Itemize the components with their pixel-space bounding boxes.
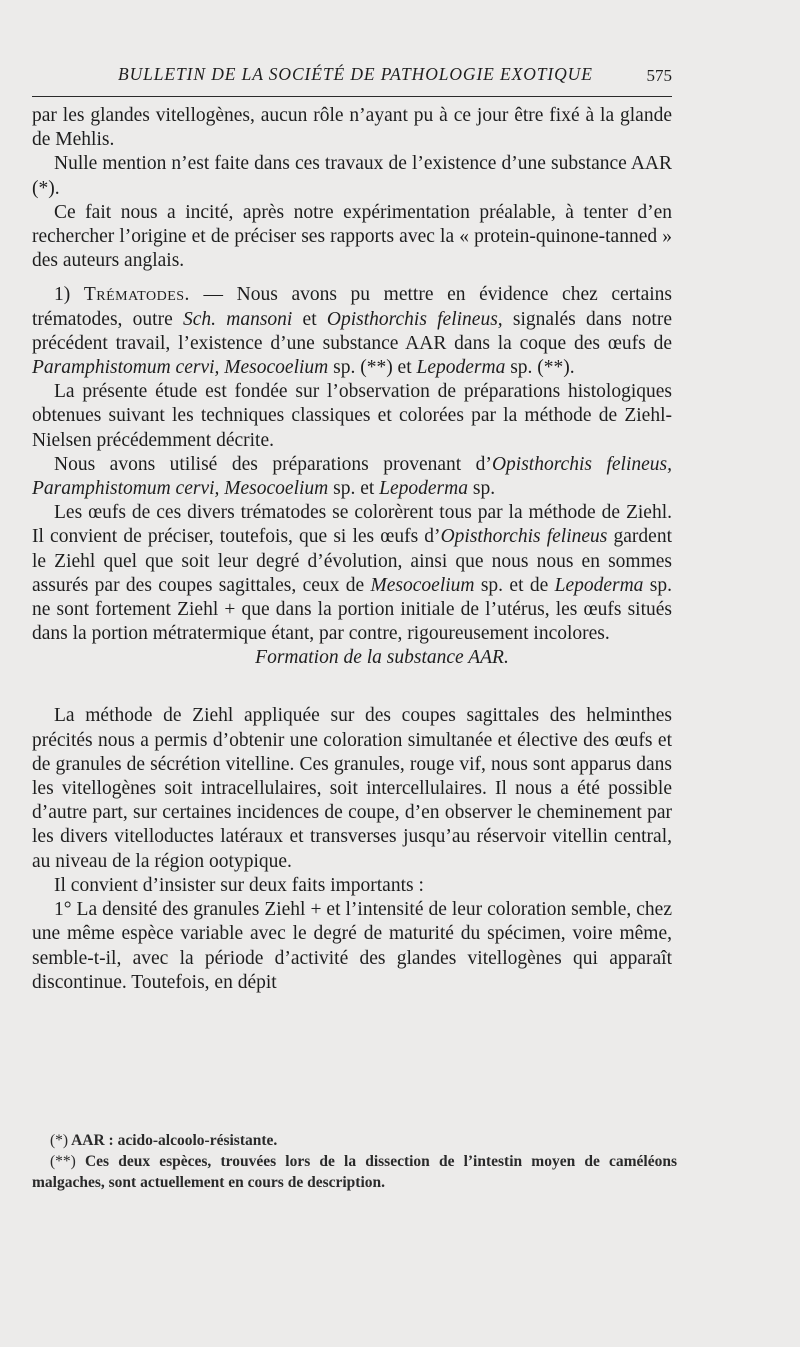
page-header: [32, 62, 672, 97]
page-number: 575: [646, 66, 672, 85]
species-name: Opisthorchis felineus: [440, 526, 608, 548]
species-name: Mesocoelium: [370, 574, 475, 596]
footnote-aar: (*) AAR : acido-alcoolo-résistante.: [50, 1132, 278, 1149]
paragraph-preparations: Nous avons utilisé des préparations provenant d’Opisthorchis felineus, Paramphistomum cervi, Mesocoelium sp. et Lepoderma sp.: [32, 453, 672, 500]
species-name: Lepoderma: [554, 574, 644, 596]
section-title-formation: Formation de la substance AAR.: [255, 647, 509, 669]
footnote-marker: (**): [50, 1153, 76, 1170]
footnote-marker: (*): [50, 1132, 69, 1149]
footnotes: [32, 1130, 677, 1193]
paragraph-ziehl-method: La méthode de Ziehl appliquée sur des coupes sagittales des helminthes précités nous a permis d’obtenir une coloration simultanée et élective des œufs et de granules de sécrétion vitelline. Ces granules, rouge vif, nous sont apparus dans les vitellogènes soit intracellulaires, soit intercellulaires. Il nous a été possible d’autre part, sur certaines incidences de coupe, d’en observer le cheminement par les divers vitelloductes latéraux et transverses jusqu’au réservoir vitellin central, au niveau de la région ootypique.: [32, 705, 672, 872]
running-title: BULLETIN DE LA SOCIÉTÉ DE PATHOLOGIE EXOTIQUE: [118, 64, 593, 84]
paragraph-motivation: Ce fait nous a incité, après notre expérimentation préalable, à tenter d’en rechercher l’origine et de préciser ses rapports avec la « protein-quinone-tanned » des auteurs anglais.: [32, 201, 672, 272]
paragraph-eggs: Les œufs de ces divers trématodes se colorèrent tous par la méthode de Ziehl. Il convient de préciser, toutefois, que si les œufs d’Opisthorchis felineus gardent le Ziehl quel que soit leur degré d’évolution, ainsi que nous nous en sommes assurés par des coupes sagittales, ceux de Mesocoelium sp. et de Lepoderma sp. ne sont fortement Ziehl + que dans la portion initiale de l’utérus, les œufs situés dans la portion métratermique étant, par contre, rigoureusement incolores.: [32, 502, 673, 645]
species-name: Paramphistomum cervi, Mesocoelium: [32, 357, 329, 379]
footnote-species: (**) Ces deux espèces, trouvées lors de la dissection de l’intestin moyen de caméléons malgaches, sont actuellement en cours de description.: [32, 1153, 677, 1191]
paragraph-fact-one: 1° La densité des granules Ziehl + et l’intensité de leur coloration semble, chez une même espèce variable avec le degré de maturité du spécimen, voire même, semble-t-il, avec la période d’activité des glandes vitellogènes qui apparaît discontinue. Toutefois, en dépit: [32, 899, 672, 993]
species-name: Lepoderma: [416, 357, 506, 379]
paragraph-two-facts: Il convient d’insister sur deux faits importants :: [54, 874, 424, 896]
paragraph-no-mention: Nulle mention n’est faite dans ces travaux de l’existence d’une substance AAR (*).: [32, 153, 672, 199]
section-gap: [32, 670, 672, 704]
paragraph-method: La présente étude est fondée sur l’observation de préparations histologiques obtenues suivant les techniques classiques et colorées par la méthode de Ziehl-Nielsen précédemment décrite.: [32, 381, 672, 451]
section-number: 1): [54, 284, 71, 306]
species-name: Opisthorchis felineus,: [326, 308, 503, 330]
species-name: Opisthorchis felineus, Paramphistomum cervi, Mesocoelium: [32, 453, 672, 500]
paragraph-continuation: par les glandes vitellogènes, aucun rôle n’ayant pu à ce jour être fixé à la glande de Mehlis.: [32, 105, 672, 151]
body-text: [32, 104, 672, 995]
species-name: Sch. mansoni: [182, 308, 293, 330]
section-heading-trematodes: Trématodes.: [83, 284, 190, 306]
paragraph-trematodes: 1) Trématodes. — Nous avons pu mettre en évidence chez certains trématodes, outre Sch. mansoni et Opisthorchis felineus, signalés dans notre précédent travail, l’existence d’une substance AAR dans la coque des œufs de Paramphistomum cervi, Mesocoelium sp. (**) et Lepoderma sp. (**).: [32, 284, 673, 379]
species-name: Lepoderma: [379, 478, 468, 500]
